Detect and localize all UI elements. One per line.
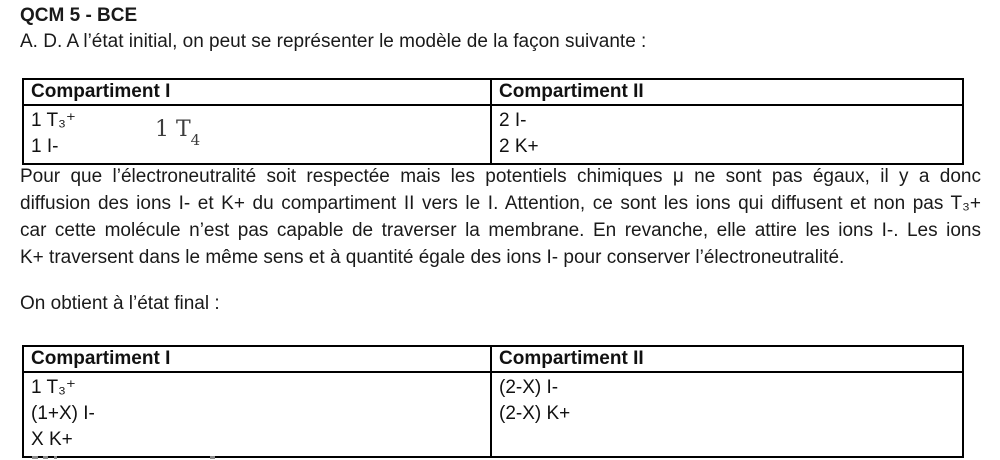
clipped-next-line-remnant: [43, 456, 48, 459]
compartment2-line: (2-X) K+: [499, 403, 571, 424]
paragraph-line: K+ traversent dans le même sens et à quantité égale des ions I- pour conserver l’électroneutralité.: [20, 247, 845, 268]
compartment1-line: 1 I-: [31, 136, 59, 157]
table-header-row: [23, 346, 963, 372]
table-body-row: [23, 105, 963, 164]
compartment1-line: X K+: [31, 429, 73, 450]
compartment1-line: 1 T₃⁺: [31, 110, 76, 131]
t4-annotation-subscript: 4: [190, 131, 201, 150]
compartment2-line: 2 I-: [499, 110, 527, 131]
paragraph-line: diffusion des ions I- et K+ du compartiment II vers le I. Attention, ce sont les ions qui diffusent et non pas T₃+: [20, 193, 981, 214]
compartment2-line: 2 K+: [499, 136, 539, 157]
cell-compartment-2: [491, 105, 963, 164]
header-compartment-1: Compartiment I: [23, 346, 491, 372]
intro-sentence: A. D. A l’état initial, on peut se représenter le modèle de la façon suivante :: [20, 31, 647, 52]
initial-state-table: [22, 78, 964, 165]
cell-compartment-1: [23, 372, 491, 457]
final-state-label: On obtient à l’état final :: [20, 293, 220, 314]
clipped-next-line-remnant: [32, 456, 38, 459]
paragraph-line: car cette molécule n’est pas capable de traverser la membrane. En revanche, elle attire les ions I-. Les ions: [20, 220, 981, 241]
table-header-row: [23, 79, 963, 105]
header-compartment-1: Compartiment I: [23, 79, 491, 105]
compartment1-line: 1 T₃⁺: [31, 377, 76, 398]
header-compartment-2: Compartiment II: [491, 79, 963, 105]
table-body-row: [23, 372, 963, 457]
explanation-paragraph: [20, 163, 981, 271]
compartment1-line: (1+X) I-: [31, 403, 95, 424]
cell-compartment-2: [491, 372, 963, 457]
clipped-next-line-remnant: [210, 456, 215, 459]
clipped-next-line-remnant: [54, 456, 57, 459]
final-state-table: [22, 345, 964, 458]
page-title: QCM 5 - BCE: [20, 5, 138, 26]
t4-equation-annotation: [155, 117, 201, 150]
compartment2-line: (2-X) I-: [499, 377, 559, 398]
paragraph-line: Pour que l’électroneutralité soit respectée mais les potentiels chimiques μ ne sont pas égaux, il y a donc: [20, 166, 981, 187]
cell-compartment-1: [23, 105, 491, 164]
header-compartment-2: Compartiment II: [491, 346, 963, 372]
t4-annotation-main: 1 T: [155, 117, 191, 142]
